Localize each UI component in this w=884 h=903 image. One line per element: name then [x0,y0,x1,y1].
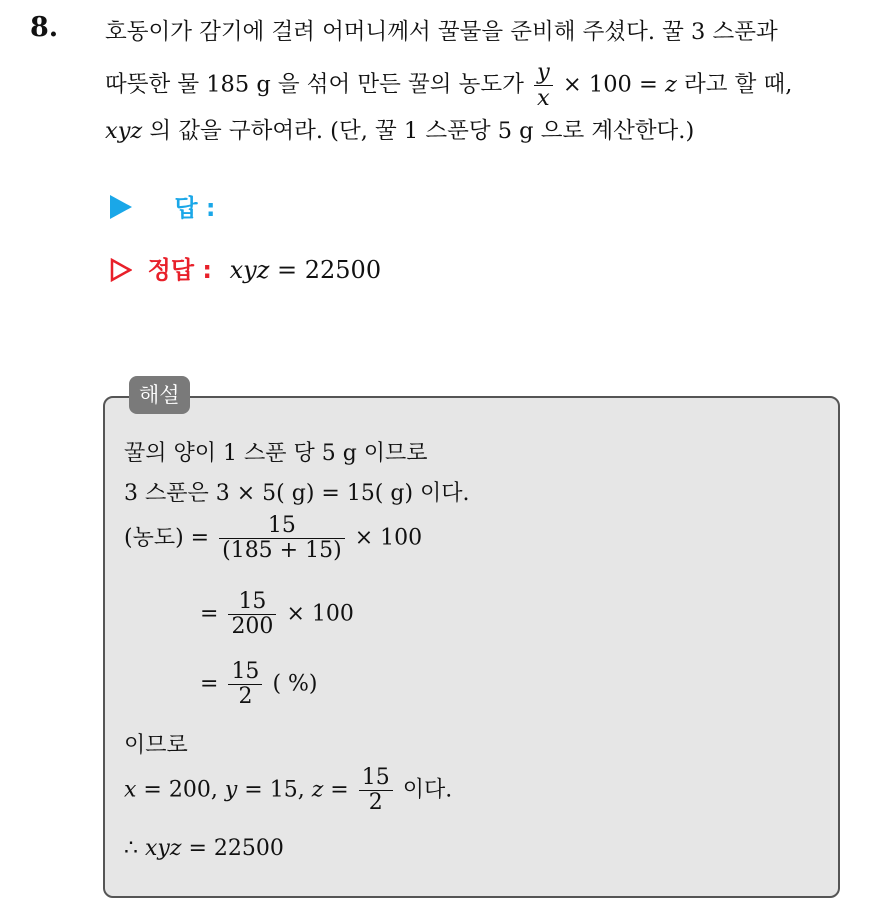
question-line-3 [105,113,694,145]
equals-sign: = [200,671,219,697]
explanation-line-2: 3 스푼은 3 × 5( g) = 15( g) 이다. [124,481,470,506]
times-hundred: × 100 [354,525,423,551]
explanation-box [103,396,840,898]
explanation-tab: 해설 [129,376,190,414]
question-line-2 [105,60,792,111]
outline-triangle-icon [110,258,132,282]
concentration-lhs: (농도) = [124,525,210,551]
correct-answer-variable: xyz [229,256,270,284]
question-line-2-text: 따뜻한 물 185 g 을 섞어 만든 꿀의 농도가 [105,71,524,98]
question-line-3-text: 의 값을 구하여라. (단, 꿀 1 스푼당 5 g 으로 계산한다.) [149,118,695,144]
times-hundred-equals: × 100 = [562,71,658,98]
fraction-y-over-x [534,60,553,111]
variable-z: z [665,71,677,98]
x-value: = 200, [143,777,218,803]
answer-row [110,188,216,223]
question-number: 8. [30,12,59,43]
fraction-denominator: x [537,84,550,111]
sentence-end: 이다. [402,777,453,803]
explanation-line-4 [200,590,354,639]
question-line-2-end: 라고 할 때, [684,71,793,98]
variable-z: z [311,777,324,803]
fraction-denominator: 200 [231,614,274,640]
correct-answer-label: 정답 : [147,256,212,284]
final-value: = 22500 [188,836,284,861]
explanation-line-8 [124,836,284,861]
therefore-symbol: ∴ [124,836,138,861]
fraction-15-over-2 [359,766,393,815]
answer-label: 답 : [174,194,216,222]
y-value: = 15, [244,777,305,803]
correct-answer-value: = 22500 [277,256,382,284]
fraction-numerator: y [534,60,553,86]
fraction-numerator: 15 [228,590,276,615]
explanation-line-7 [124,766,452,815]
fraction-numerator: 15 [228,660,262,685]
fraction-denominator: 2 [238,684,253,710]
fraction-15-over-2 [228,660,262,709]
play-triangle-icon [110,195,132,219]
explanation-line-3 [124,514,422,563]
variable-xyz: xyz [105,118,143,144]
correct-answer-row [110,250,381,285]
fraction-15-over-200 [228,590,276,639]
question-line-1: 호동이가 감기에 걸려 어머니께서 꿀물을 준비해 주셨다. 꿀 3 스푼과 [105,19,778,45]
fraction-numerator: 15 [219,514,345,539]
equals-sign: = [330,777,349,803]
variable-y: y [224,777,238,803]
variable-x: x [124,777,137,803]
fraction-15-over-200-sum [219,514,345,563]
fraction-denominator: (185 + 15) [222,538,342,564]
percent-unit: ( %) [272,671,318,697]
times-hundred: × 100 [286,601,354,627]
equals-sign: = [200,601,219,627]
explanation-line-6: 이므로 [124,733,188,758]
fraction-denominator: 2 [368,790,383,816]
explanation-line-5 [200,660,318,709]
variable-xyz: xyz [145,836,182,861]
explanation-line-1: 꿀의 양이 1 스푼 당 5 g 이므로 [124,441,428,466]
fraction-numerator: 15 [359,766,393,791]
